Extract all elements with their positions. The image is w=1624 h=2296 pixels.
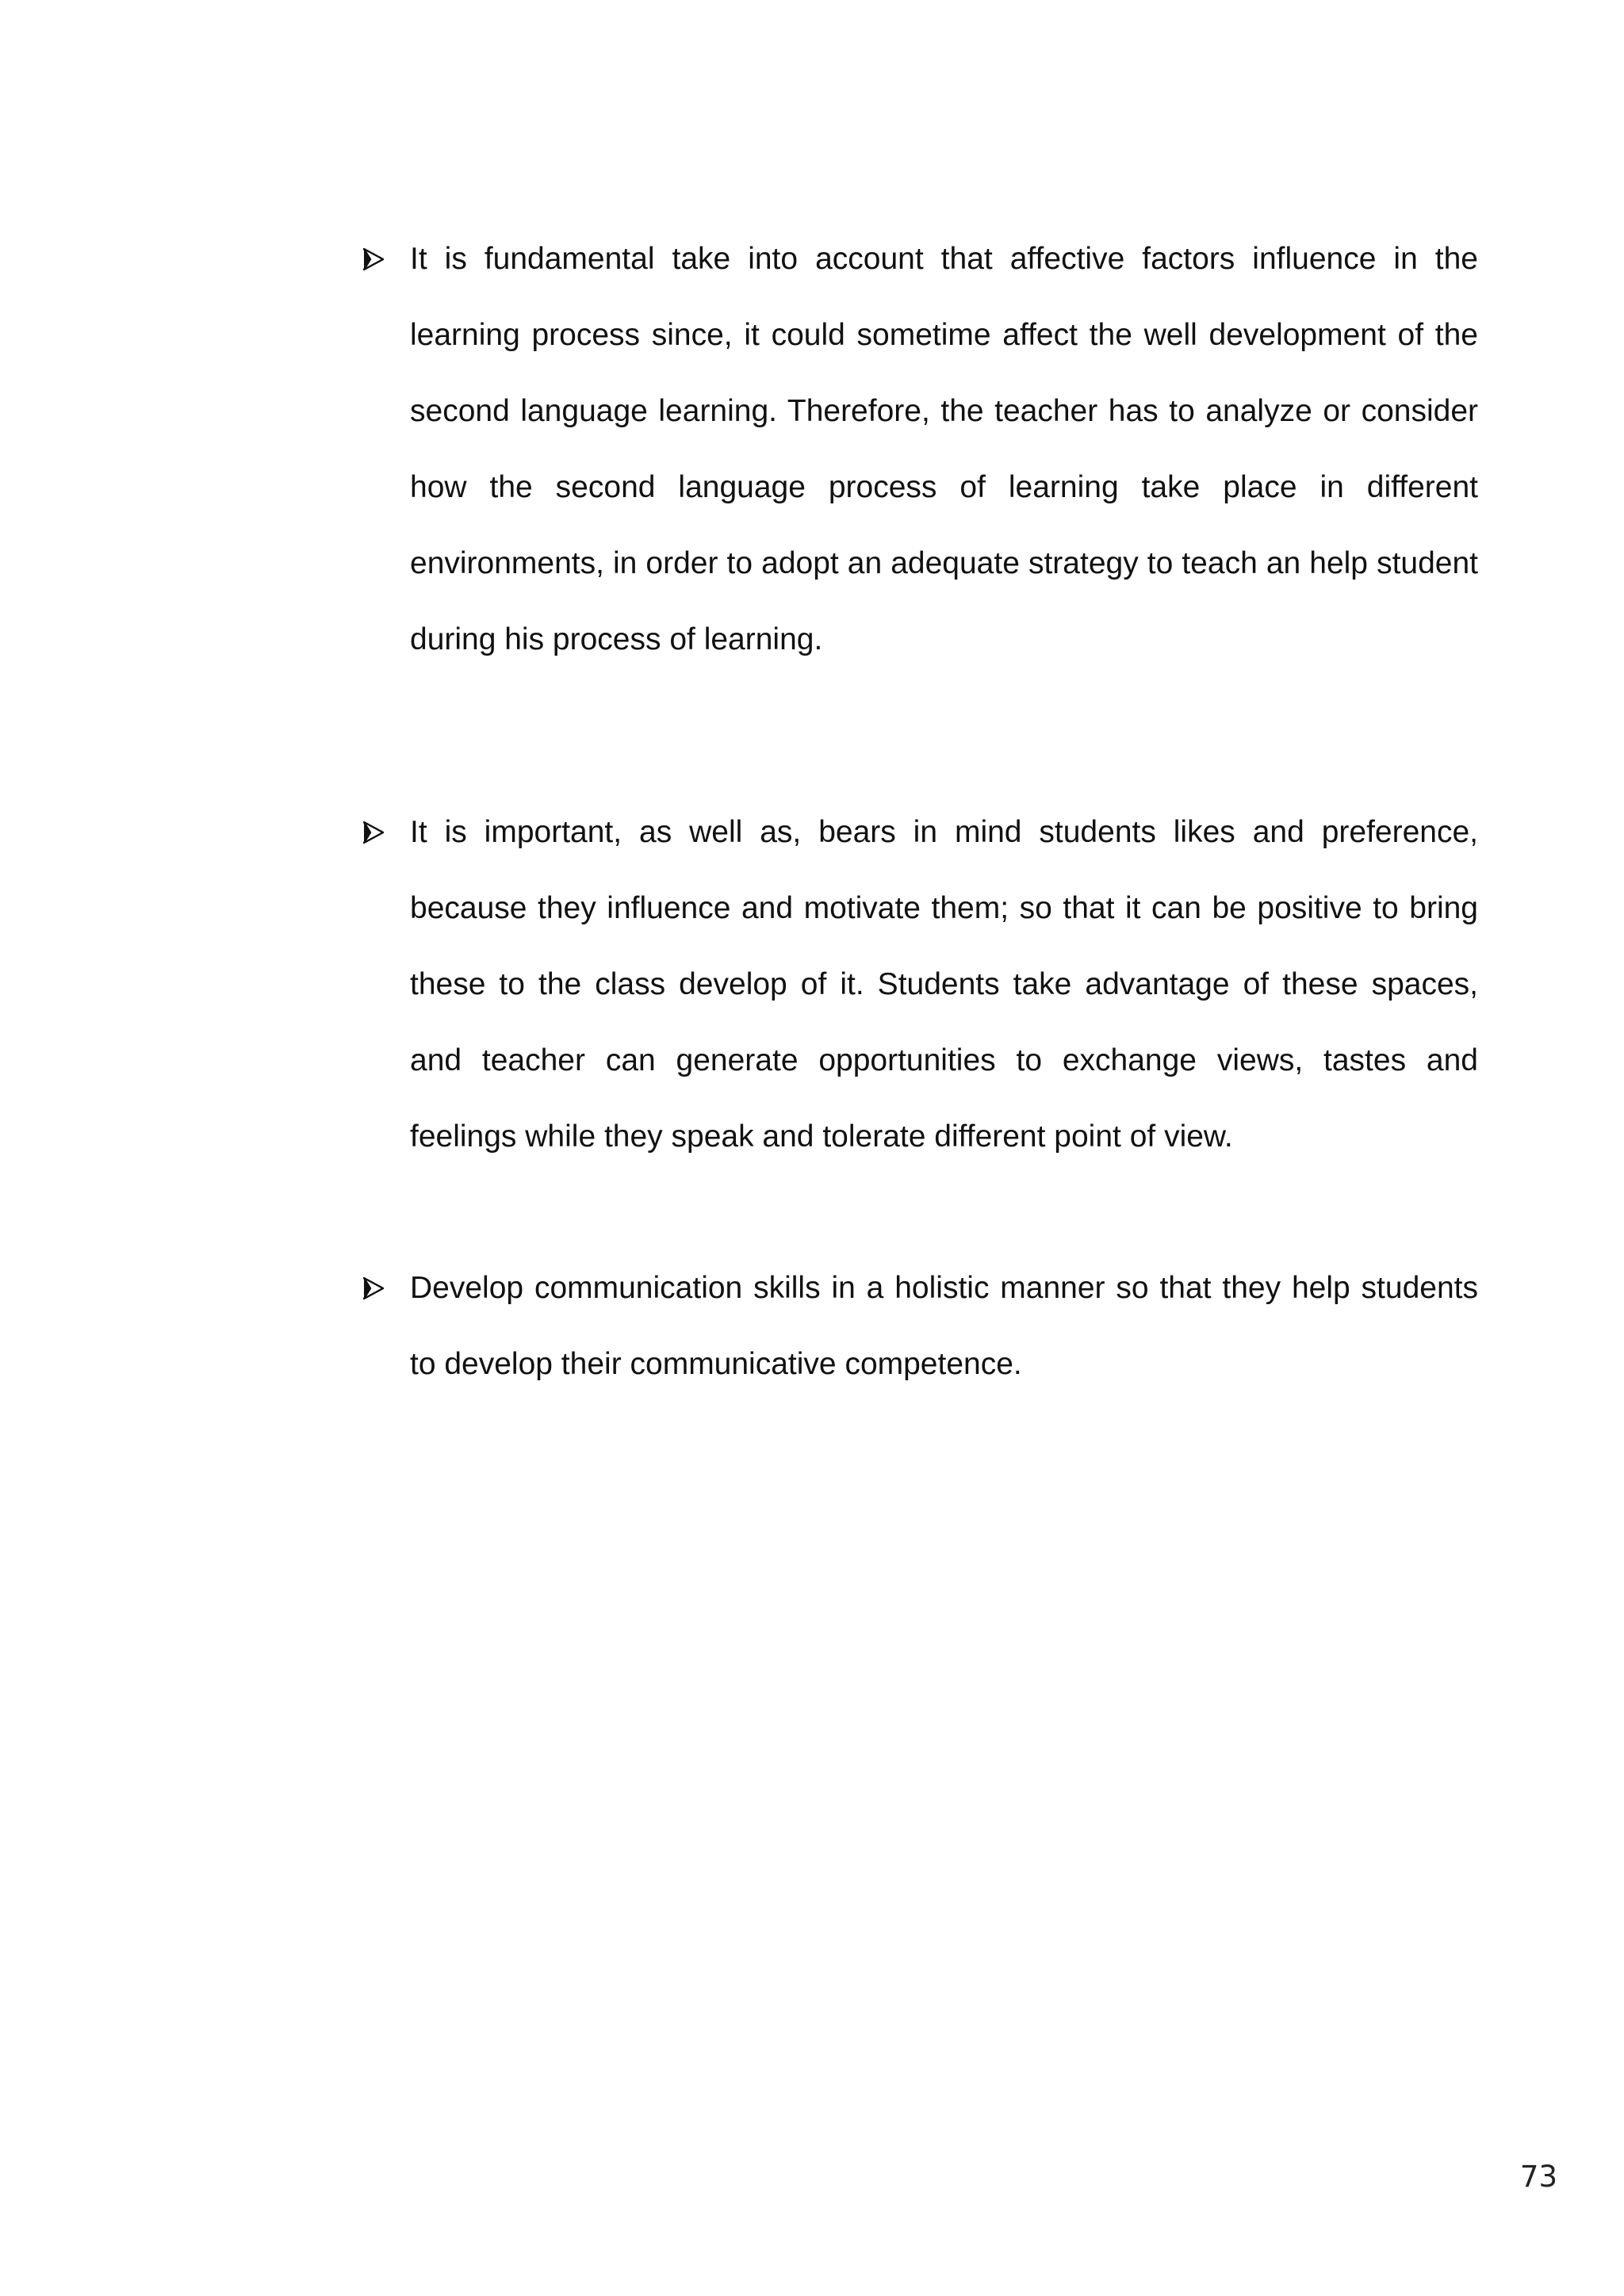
bullet-text: It is important, as well as, bears in mind students likes and preference, because they influence and motivate them; so that it can be positive to bring these to the class develop of it. Students take advantage of these spaces, and teacher can generate opportunities to exchange views, tastes and feelings while they speak and tolerate different point of view. (410, 815, 1478, 1154)
page-number: 73 (1519, 2160, 1557, 2194)
arrowhead-bullet-shape (363, 248, 384, 270)
bullet-text: It is fundamental take into account that affective factors influence in the learning process since, it could sometime affect the well development of the second language learning. Therefore, the teacher has to analyze or consider how the second language process of learning take place in different environments, in order to adopt an adequate strategy to teach an help student during his process of learning. (410, 242, 1478, 656)
list-item (358, 221, 1478, 678)
bullet-list (358, 221, 1478, 1402)
arrowhead-bullet-shape (363, 821, 384, 844)
arrowhead-bullet-icon (363, 1250, 387, 1326)
bullet-text: Develop communication skills in a holistic manner so that they help students to develop their communicative competence. (410, 1271, 1478, 1381)
list-item (358, 1250, 1478, 1402)
arrowhead-bullet-icon (363, 794, 387, 871)
arrowhead-bullet-icon (363, 221, 387, 297)
arrowhead-bullet-shape (363, 1277, 384, 1299)
list-item (358, 794, 1478, 1175)
